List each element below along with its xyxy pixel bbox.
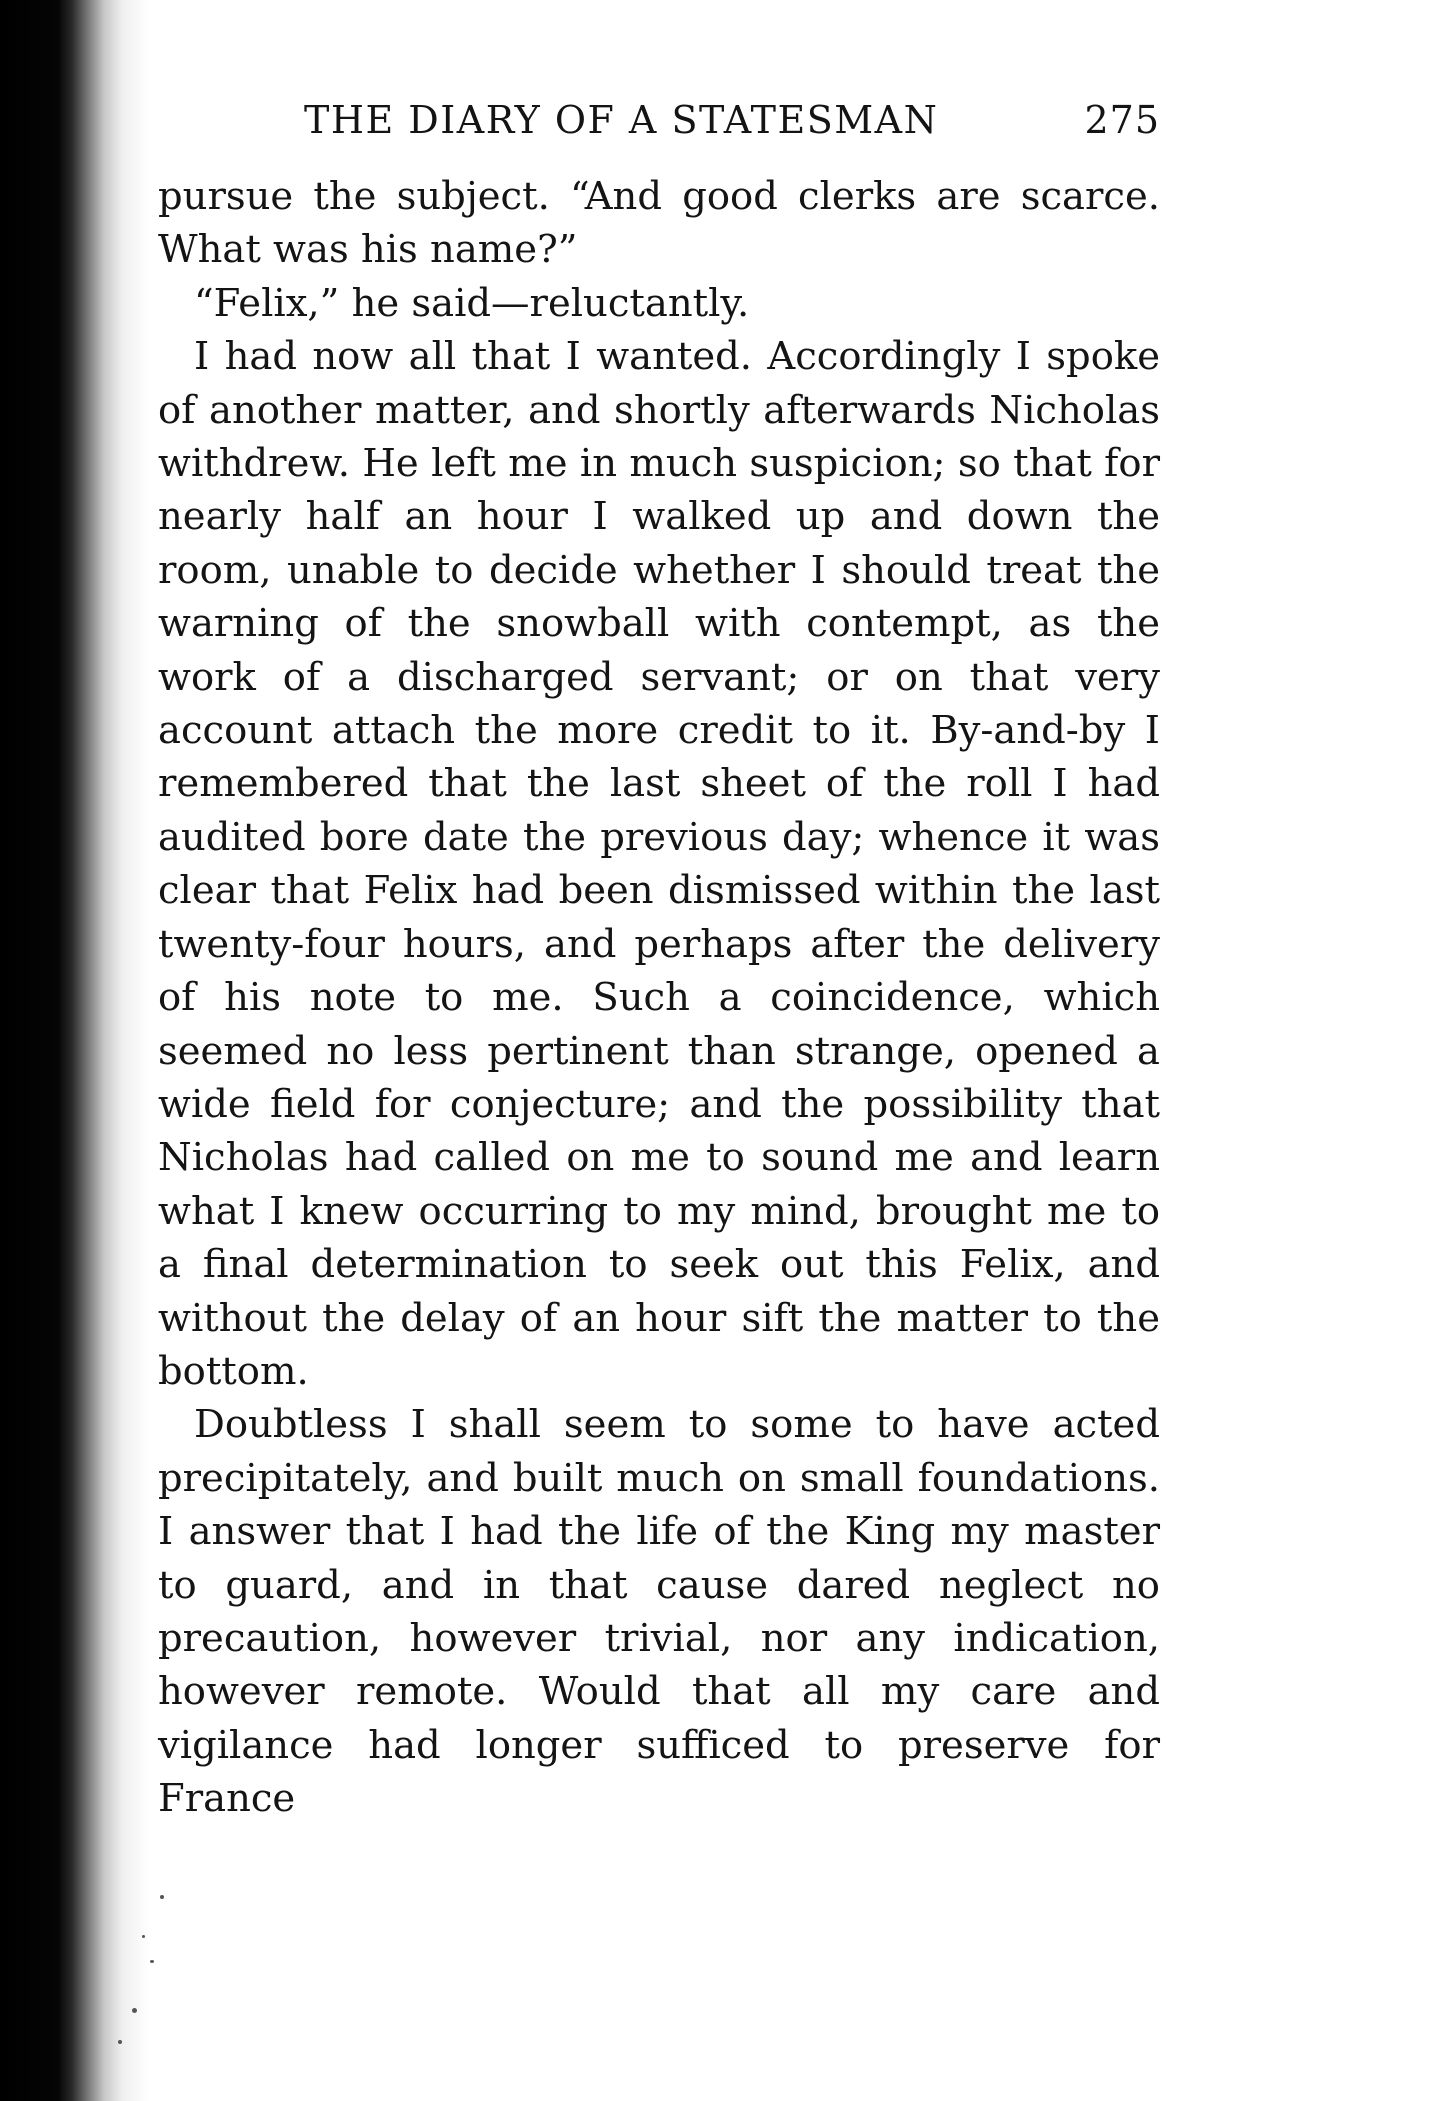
- scan-speck: [142, 1935, 145, 1938]
- scan-speck: [118, 2040, 122, 2044]
- paragraph: pursue the subject. “And good clerks are scarce. What was his name?”: [158, 174, 1160, 273]
- scanned-binding-shadow: [0, 0, 150, 2101]
- book-page: [158, 98, 1160, 1826]
- running-title: THE DIARY OF A STATESMAN: [304, 98, 939, 142]
- running-header: [158, 98, 1160, 162]
- paragraph: “Felix,” he said—reluctantly.: [194, 280, 750, 326]
- paragraph: I had now all that I wanted. Accordingly I spoke of another matter, and shortly afterwards Nicholas withdrew. He left me in much suspicion; so that for nearly half an hour I walked up and down the room, unable to decide whether I should treat the warning of the snowball with contempt, as the work of a discharged servant; or on that very account attach the more credit to it. By-and-by I remembered that the last sheet of the roll I had audited bore date the previous day; whence it was clear that Felix had been dismissed within the last twenty-four hours, and perhaps after the delivery of his note to me. Such a coincidence, which seemed no less pertinent than strange, opened a wide field for conjecture; and the possibility that Nicholas had called on me to sound me and learn what I knew occurring to my mind, brought me to a final determination to seek out this Felix, and without the delay of an hour sift the matter to the bottom.: [158, 334, 1160, 1394]
- body-text: [158, 170, 1160, 1826]
- scan-speck: [160, 1895, 164, 1899]
- scan-speck: [150, 1960, 154, 1963]
- page-number: 275: [1084, 98, 1160, 142]
- paragraph: Doubtless I shall seem to some to have acted precipitately, and built much on small foundations. I answer that I had the life of the King my master to guard, and in that cause dared neglect no precaution, however trivial, nor any indication, however remote. Would that all my care and vigilance had longer sufficed to preserve for France: [158, 1402, 1160, 1822]
- scan-speck: [132, 2008, 137, 2013]
